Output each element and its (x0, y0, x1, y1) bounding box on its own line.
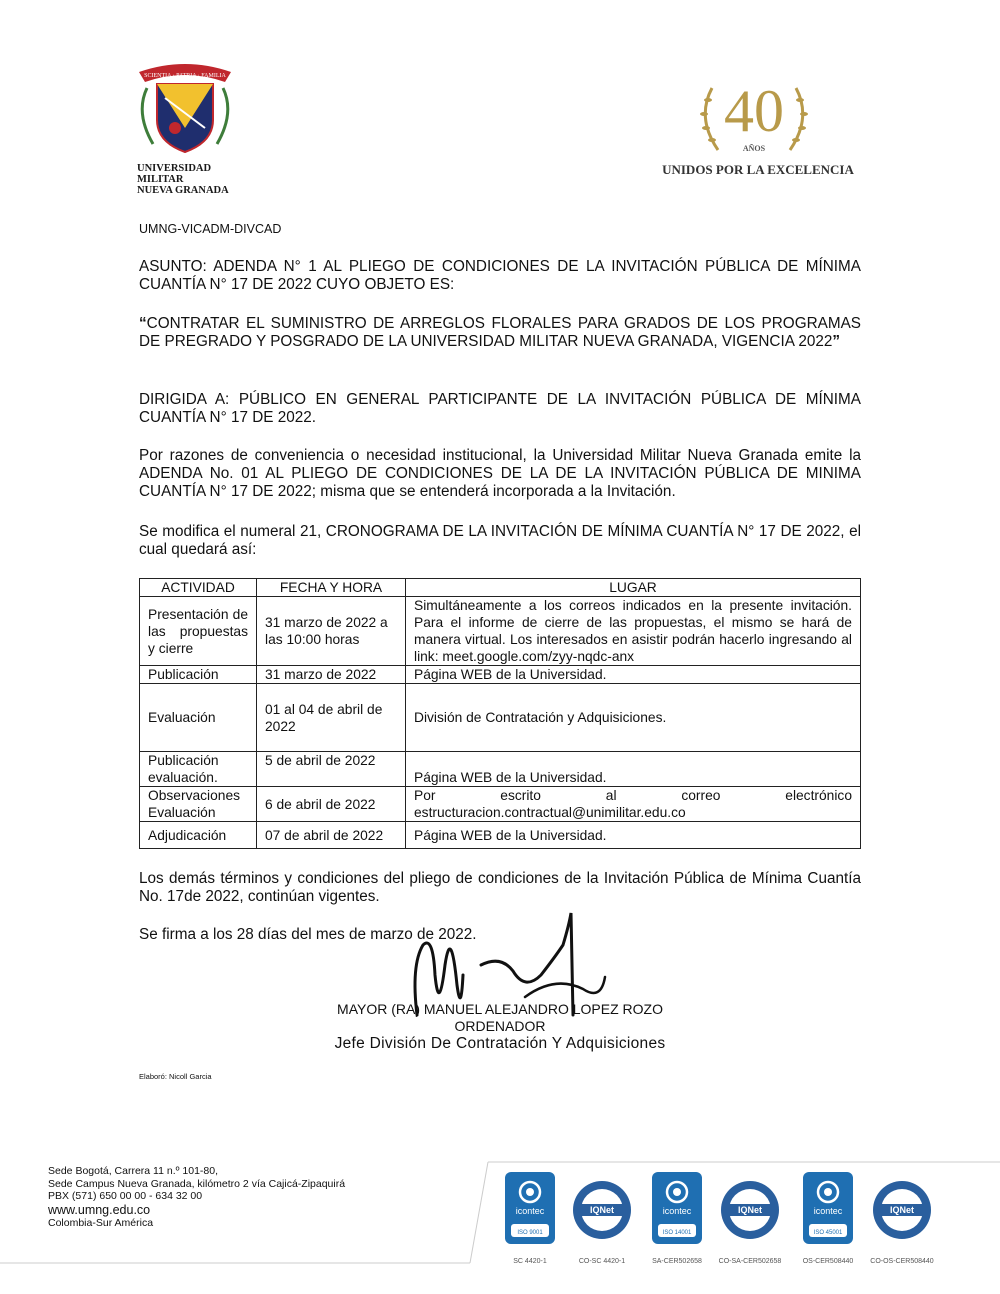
schedule-place: Página WEB de la Universidad. (406, 666, 861, 684)
svg-text:ISO 45001: ISO 45001 (813, 1230, 843, 1236)
svg-text:ISO 9001: ISO 9001 (517, 1230, 543, 1236)
certification-badge-icontec (505, 1172, 555, 1265)
anniversary-number: 40 (724, 78, 784, 144)
iqnet-logo-icon (572, 1180, 632, 1240)
signer-position: Jefe División De Contratación Y Adquisiciones (334, 1035, 666, 1052)
table-row (140, 787, 861, 822)
icontec-logo-icon (803, 1172, 853, 1244)
svg-text:icontec: icontec (813, 1206, 843, 1216)
schedule-header-date: FECHA Y HORA (257, 579, 406, 597)
document-subject: ASUNTO: ADENDA N° 1 AL PLIEGO DE CONDICIONES DE LA INVITACIÓN PÚBLICA DE MÍNIMA CUANTÍA N° 17 DE 2022 CUYO OBJETO ES: (139, 258, 861, 293)
university-name-line1: UNIVERSIDAD MILITAR (137, 163, 212, 185)
table-row (140, 752, 861, 787)
document-closing: Los demás términos y condiciones del pliego de condiciones de la Invitación Pública de Mínima Cuantía No. 17de 2022, continúan vigentes. (139, 870, 861, 905)
footer-website[interactable]: www.umng.edu.co (48, 1202, 151, 1217)
certification-badge-icontec (652, 1172, 702, 1265)
schedule-date: 31 marzo de 2022 (257, 666, 406, 684)
schedule-activity: Presentación de las propuestas y cierre (140, 597, 257, 666)
svg-text:icontec: icontec (515, 1206, 545, 1216)
signer-name: MAYOR (RA) MANUEL ALEJANDRO LOPEZ ROZO (337, 1001, 663, 1017)
schedule-place: Página WEB de la Universidad. (406, 822, 861, 849)
anniversary-logo (648, 78, 868, 182)
certification-code: CO-SA-CER502658 (718, 1258, 782, 1265)
university-name (125, 163, 245, 196)
footer-country: Colombia-Sur América (48, 1216, 154, 1229)
certification-badge-icontec (802, 1172, 854, 1265)
table-row (140, 822, 861, 849)
footer-phone: PBX (571) 650 00 00 - 634 32 00 (48, 1190, 203, 1202)
schedule-activity: Adjudicación (140, 822, 257, 849)
university-logo (125, 58, 245, 196)
document-reference: UMNG-VICADM-DIVCAD (139, 222, 282, 236)
schedule-header-place: LUGAR (406, 579, 861, 597)
certification-code: CO-SC 4420-1 (578, 1258, 626, 1265)
svg-text:icontec: icontec (662, 1206, 692, 1216)
schedule-place: Página WEB de la Universidad. (406, 752, 861, 787)
schedule-place: Por escrito al correo electrónico estructuracion.contractual@unimilitar.edu.co (406, 787, 861, 822)
table-row (140, 666, 861, 684)
anniversary-slogan: UNIDOS POR LA EXCELENCIA (662, 162, 854, 177)
document-modification: Se modifica el numeral 21, CRONOGRAMA DE LA INVITACIÓN DE MÍNIMA CUANTÍA N° 17 DE 2022, el cual quedará así: (139, 523, 861, 558)
svg-text:ISO 14001: ISO 14001 (662, 1230, 692, 1236)
schedule-activity: Publicación evaluación. (140, 752, 257, 787)
icontec-logo-icon (652, 1172, 702, 1244)
schedule-activity: Evaluación (140, 684, 257, 752)
certification-code: CO-OS-CER508440 (870, 1258, 934, 1265)
iqnet-logo-icon (720, 1180, 780, 1240)
schedule-activity: Publicación (140, 666, 257, 684)
schedule-table (139, 578, 861, 849)
schedule-date: 6 de abril de 2022 (257, 787, 406, 822)
object-close-quote: ” (832, 333, 841, 350)
schedule-place: División de Contratación y Adquisiciones. (406, 684, 861, 752)
certification-badge-iqnet (718, 1180, 782, 1265)
footer-address-bogota: Sede Bogotá, Carrera 11 n.º 101-80, (48, 1165, 218, 1177)
schedule-activity: Observaciones Evaluación (140, 787, 257, 822)
svg-text:IQNet: IQNet (589, 1205, 615, 1215)
signer-role: ORDENADOR (454, 1018, 546, 1034)
schedule-date: 07 de abril de 2022 (257, 822, 406, 849)
schedule-date: 01 al 04 de abril de 2022 (257, 684, 406, 752)
schedule-header-activity: ACTIVIDAD (140, 579, 257, 597)
university-name-line2: NUEVA GRANADA (137, 185, 229, 196)
document-addressed-to: DIRIGIDA A: PÚBLICO EN GENERAL PARTICIPANTE DE LA INVITACIÓN PÚBLICA DE MÍNIMA CUANTÍA N° 17 DE 2022. (139, 391, 861, 426)
prepared-by: Elaboró: Nicoll Garcia (139, 1072, 212, 1081)
document-intro: Por razones de conveniencia o necesidad institucional, la Universidad Militar Nueva Granada emite la ADENDA No. 01 AL PLIEGO DE CONDICIONES DE LA DE LA INVITACIÓN PÚBLICA DE MINIMA CUANTÍA N° 17 DE 2022; misma que se entenderá incorporada a la Invitación. (139, 447, 861, 500)
certification-code: SA-CER502658 (652, 1258, 702, 1265)
object-text: CONTRATAR EL SUMINISTRO DE ARREGLOS FLORALES PARA GRADOS DE LOS PROGRAMAS DE PREGRADO Y POSGRADO DE LA UNIVERSIDAD MILITAR NUEVA GRANADA, VIGENCIA 2022 (139, 315, 861, 350)
document-signed-date: Se firma a los 28 días del mes de marzo de 2022. (139, 926, 477, 943)
certification-code: OS-CER508440 (802, 1258, 854, 1265)
svg-text:IQNet: IQNet (737, 1205, 763, 1215)
certification-badge-iqnet (572, 1180, 632, 1265)
university-crest-icon (125, 58, 245, 158)
certification-badge-iqnet (870, 1180, 934, 1265)
svg-text:SCIENTIA · PATRIA · FAMILIA: SCIENTIA · PATRIA · FAMILIA (144, 73, 226, 79)
footer-address-campus: Sede Campus Nueva Granada, kilómetro 2 vía Cajicá-Zipaquirá (48, 1177, 346, 1190)
schedule-header-row (140, 579, 861, 597)
certification-code: SC 4420-1 (513, 1258, 547, 1265)
table-row (140, 597, 861, 666)
schedule-place: Simultáneamente a los correos indicados en la presente invitación. Para el informe de cierre de las propuestas, el mismo se hará de manera virtual. Los interesados en asistir podrán hacerlo ingresando al link: meet.google.com/zyy-nqdc-anx (406, 597, 861, 666)
schedule-date: 5 de abril de 2022 (257, 752, 406, 787)
iqnet-logo-icon (872, 1180, 932, 1240)
anniversary-years: AÑOS (742, 144, 766, 153)
document-object (139, 315, 861, 351)
table-row (140, 684, 861, 752)
icontec-logo-icon (505, 1172, 555, 1244)
object-open-quote: “ (139, 315, 147, 332)
svg-text:IQNet: IQNet (889, 1205, 915, 1215)
schedule-date: 31 marzo de 2022 a las 10:00 horas (257, 597, 406, 666)
